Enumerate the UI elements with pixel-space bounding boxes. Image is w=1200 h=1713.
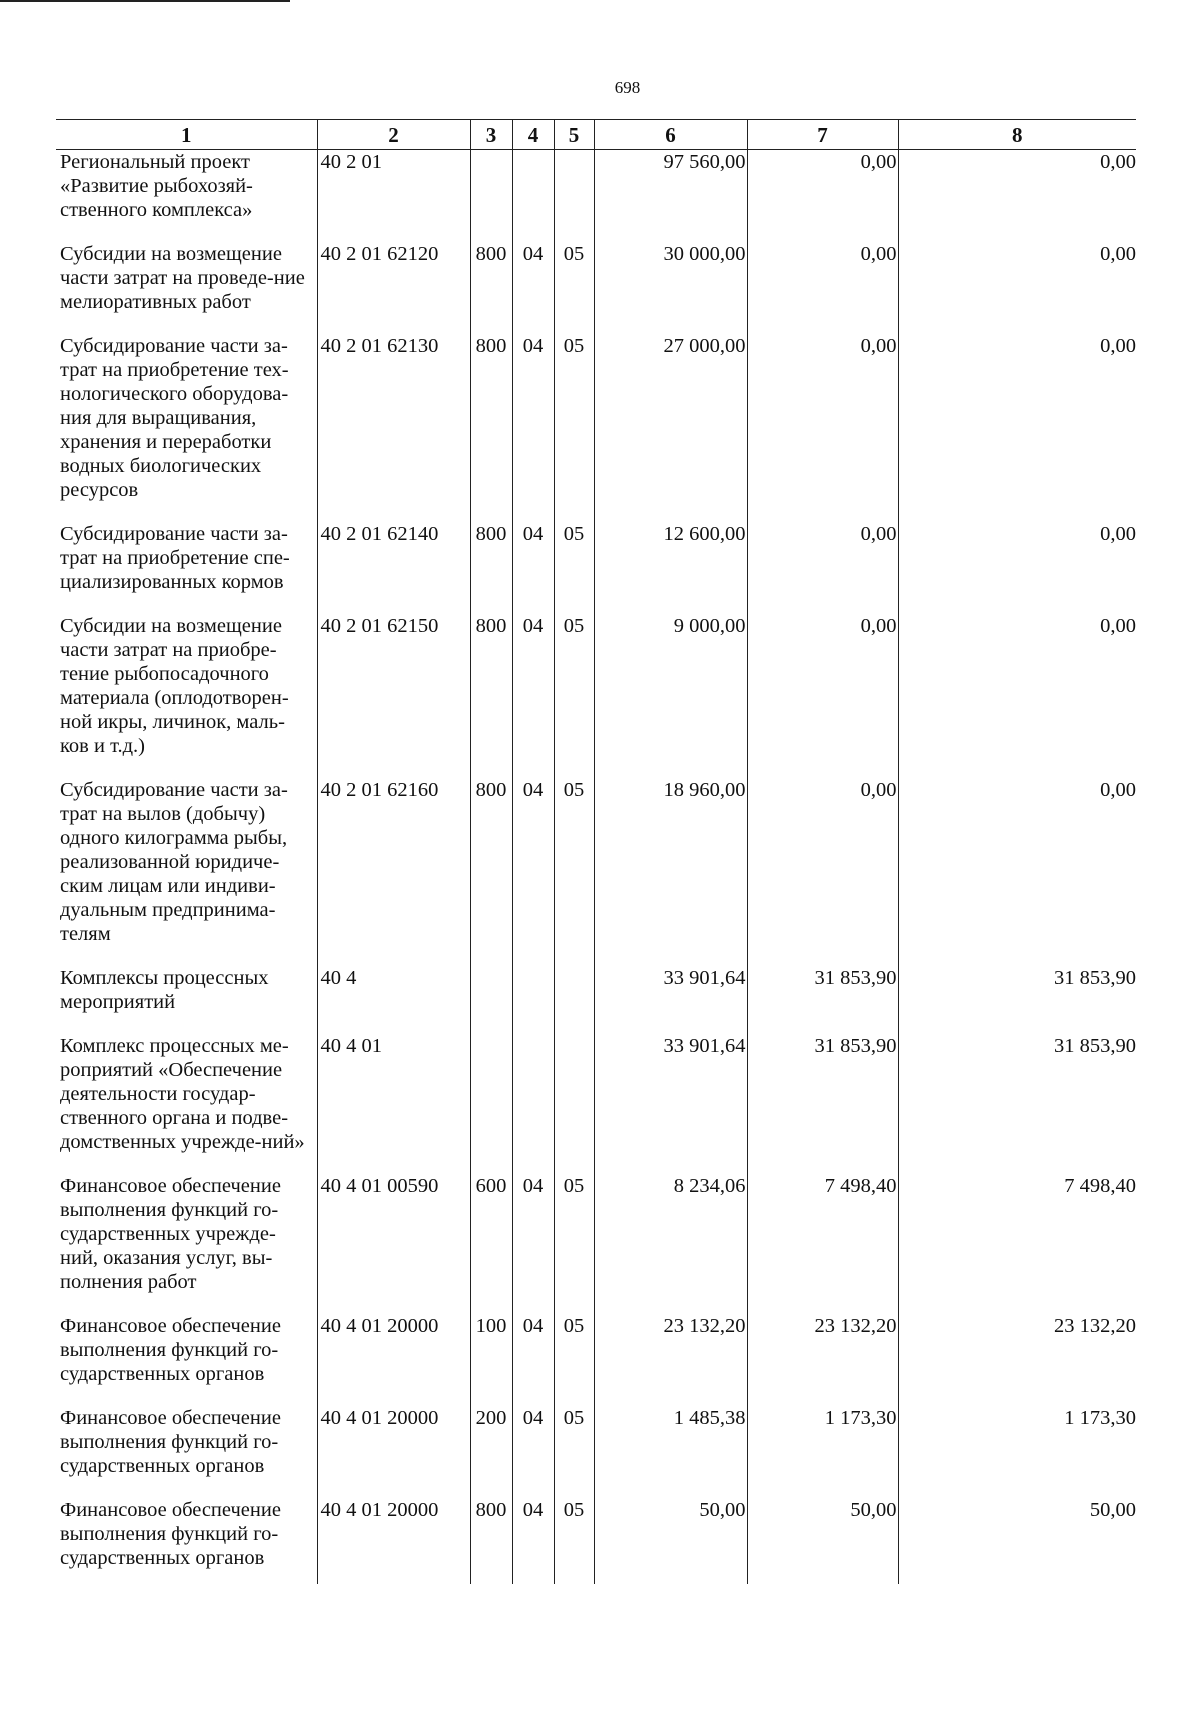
expense-type: 800 [470, 334, 512, 522]
item-name: Финансовое обеспечение выполнения функций го-сударственных органов [60, 1499, 281, 1569]
target-code: 40 2 01 62130 [317, 334, 470, 522]
amount-col-6: 1 485,38 [594, 1406, 747, 1498]
amount-col-8: 31 853,90 [898, 1034, 1136, 1174]
header-col-2: 2 [317, 120, 470, 150]
amount-col-6: 97 560,00 [594, 150, 747, 243]
table-row [56, 1498, 1136, 1584]
section: 04 [512, 1498, 554, 1584]
header-col-6: 6 [594, 120, 747, 150]
section: 04 [512, 334, 554, 522]
amount-col-6: 9 000,00 [594, 614, 747, 778]
table-row [56, 1174, 1136, 1314]
amount-col-8: 23 132,20 [898, 1314, 1136, 1406]
section [512, 966, 554, 1034]
table-row [56, 242, 1136, 334]
subsection: 05 [554, 778, 594, 966]
target-code: 40 4 01 20000 [317, 1498, 470, 1584]
subsection: 05 [554, 1174, 594, 1314]
subsection: 05 [554, 334, 594, 522]
expense-type: 600 [470, 1174, 512, 1314]
amount-col-8: 50,00 [898, 1498, 1136, 1584]
section: 04 [512, 522, 554, 614]
amount-col-7: 23 132,20 [747, 1314, 898, 1406]
item-name: Финансовое обеспечение выполнения функций го-сударственных органов [60, 1407, 281, 1477]
amount-col-8: 0,00 [898, 242, 1136, 334]
target-code: 40 2 01 [317, 150, 470, 243]
amount-col-8: 31 853,90 [898, 966, 1136, 1034]
section: 04 [512, 778, 554, 966]
item-name: Региональный проект «Развитие рыбохозяй-ственного комплекса» [60, 151, 253, 221]
expense-type: 100 [470, 1314, 512, 1406]
subsection: 05 [554, 1498, 594, 1584]
table-row [56, 614, 1136, 778]
table-row [56, 1314, 1136, 1406]
header-col-5: 5 [554, 120, 594, 150]
subsection: 05 [554, 1406, 594, 1498]
target-code: 40 2 01 62160 [317, 778, 470, 966]
amount-col-6: 12 600,00 [594, 522, 747, 614]
table-row [56, 966, 1136, 1034]
budget-table [56, 119, 1136, 1584]
table-row [56, 334, 1136, 522]
amount-col-8: 1 173,30 [898, 1406, 1136, 1498]
item-name: Финансовое обеспечение выполнения функций го-сударственных учрежде-ний, оказания услуг, вы-полнения работ [60, 1175, 281, 1293]
amount-col-8: 0,00 [898, 522, 1136, 614]
amount-col-6: 18 960,00 [594, 778, 747, 966]
subsection: 05 [554, 1314, 594, 1406]
amount-col-8: 7 498,40 [898, 1174, 1136, 1314]
target-code: 40 4 01 00590 [317, 1174, 470, 1314]
amount-col-7: 0,00 [747, 778, 898, 966]
target-code: 40 4 01 [317, 1034, 470, 1174]
top-rule [0, 0, 290, 2]
subsection: 05 [554, 242, 594, 334]
amount-col-7: 7 498,40 [747, 1174, 898, 1314]
expense-type: 800 [470, 522, 512, 614]
subsection: 05 [554, 614, 594, 778]
expense-type [470, 966, 512, 1034]
expense-type [470, 1034, 512, 1174]
expense-type: 800 [470, 614, 512, 778]
header-row [56, 120, 1136, 150]
target-code: 40 2 01 62120 [317, 242, 470, 334]
amount-col-7: 0,00 [747, 334, 898, 522]
item-name: Комплексы процессных мероприятий [60, 967, 269, 1013]
item-name: Финансовое обеспечение выполнения функций го-сударственных органов [60, 1315, 281, 1385]
amount-col-6: 33 901,64 [594, 1034, 747, 1174]
item-name: Субсидирование части за-трат на приобретение спе-циализированных кормов [60, 523, 290, 593]
amount-col-8: 0,00 [898, 778, 1136, 966]
expense-type: 200 [470, 1406, 512, 1498]
expense-type [470, 150, 512, 243]
target-code: 40 4 [317, 966, 470, 1034]
amount-col-7: 0,00 [747, 522, 898, 614]
section [512, 150, 554, 243]
target-code: 40 4 01 20000 [317, 1406, 470, 1498]
amount-col-7: 0,00 [747, 614, 898, 778]
section [512, 1034, 554, 1174]
expense-type: 800 [470, 778, 512, 966]
amount-col-6: 30 000,00 [594, 242, 747, 334]
amount-col-6: 50,00 [594, 1498, 747, 1584]
subsection [554, 150, 594, 243]
item-name: Субсидии на возмещение части затрат на проведе-ние мелиоративных работ [60, 243, 305, 313]
item-name: Субсидирование части за-трат на приобретение тех-нологического оборудова-ния для выращивания, хранения и переработки водных биологических ресурсов [60, 335, 289, 501]
header-col-7: 7 [747, 120, 898, 150]
header-col-8: 8 [898, 120, 1136, 150]
table-row [56, 778, 1136, 966]
amount-col-7: 31 853,90 [747, 1034, 898, 1174]
header-col-1: 1 [56, 120, 317, 150]
amount-col-7: 31 853,90 [747, 966, 898, 1034]
section: 04 [512, 1174, 554, 1314]
expense-type: 800 [470, 1498, 512, 1584]
amount-col-6: 8 234,06 [594, 1174, 747, 1314]
table-row [56, 1034, 1136, 1174]
target-code: 40 2 01 62140 [317, 522, 470, 614]
item-name: Комплекс процессных ме-роприятий «Обеспечение деятельности государ-ственного органа и подве-домственных учрежде-ний» [60, 1035, 305, 1153]
amount-col-6: 33 901,64 [594, 966, 747, 1034]
amount-col-6: 23 132,20 [594, 1314, 747, 1406]
subsection [554, 966, 594, 1034]
item-name: Субсидии на возмещение части затрат на приобре-тение рыбопосадочного материала (оплодотворен-ной икры, личинок, маль-ков и т.д.) [60, 615, 289, 757]
amount-col-7: 0,00 [747, 242, 898, 334]
header-col-4: 4 [512, 120, 554, 150]
section: 04 [512, 1314, 554, 1406]
page-number: 698 [614, 78, 641, 97]
amount-col-8: 0,00 [898, 334, 1136, 522]
table-row [56, 1406, 1136, 1498]
amount-col-7: 0,00 [747, 150, 898, 243]
header-col-3: 3 [470, 120, 512, 150]
section: 04 [512, 614, 554, 778]
table-row [56, 150, 1136, 243]
subsection: 05 [554, 522, 594, 614]
table-row [56, 522, 1136, 614]
amount-col-8: 0,00 [898, 614, 1136, 778]
target-code: 40 4 01 20000 [317, 1314, 470, 1406]
section: 04 [512, 1406, 554, 1498]
amount-col-6: 27 000,00 [594, 334, 747, 522]
subsection [554, 1034, 594, 1174]
amount-col-7: 1 173,30 [747, 1406, 898, 1498]
expense-type: 800 [470, 242, 512, 334]
target-code: 40 2 01 62150 [317, 614, 470, 778]
amount-col-7: 50,00 [747, 1498, 898, 1584]
section: 04 [512, 242, 554, 334]
amount-col-8: 0,00 [898, 150, 1136, 243]
item-name: Субсидирование части за-трат на вылов (добычу) одного килограмма рыбы, реализованной юридиче-ским лицам или индиви-дуальным предпринима-телям [60, 779, 288, 945]
